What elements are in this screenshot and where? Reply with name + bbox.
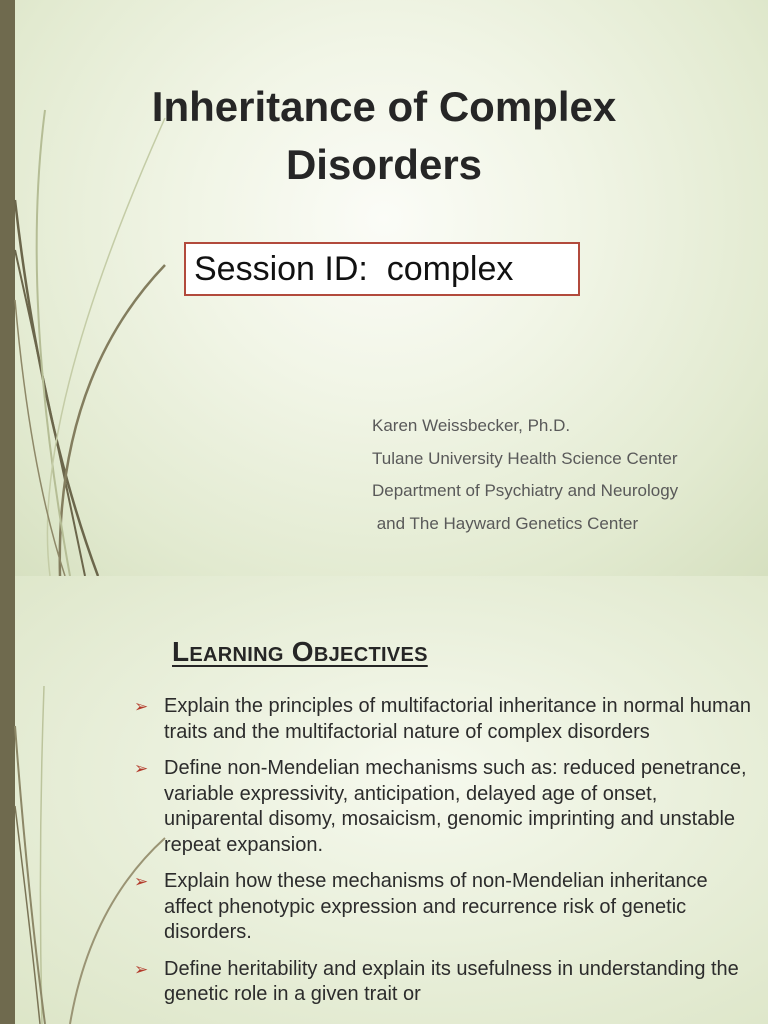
author-block — [372, 410, 762, 540]
objective-item — [132, 869, 752, 946]
objective-item — [132, 694, 752, 745]
objective-item — [132, 957, 752, 1008]
objectives-list — [132, 694, 752, 1019]
author-name: Karen Weissbecker, Ph.D. — [372, 416, 571, 435]
objective-text: Explain how these mechanisms of non-Mendelian inheritance affect phenotypic expression and recurrence risk of genetic disorders. — [164, 870, 708, 943]
arrow-bullet-icon: ➢ — [134, 759, 149, 778]
objective-text: Define heritability and explain its usefulness in understanding the genetic role in a given trait or — [164, 957, 739, 1005]
objective-text: Explain the principles of multifactorial inheritance in normal human traits and the multifactorial nature of complex disorders — [164, 695, 751, 743]
arrow-bullet-icon: ➢ — [134, 959, 149, 979]
author-center: and The Hayward Genetics Center — [372, 513, 639, 533]
objective-text: Define non-Mendelian mechanisms such as: reduced penetrance, variable expressivity, anticipation, delayed age of onset, uniparental disomy, mosaicism, genomic imprinting and unstable repeat expansion. — [164, 757, 747, 856]
objectives-heading: Learning Objectives — [172, 636, 428, 667]
session-id-box: Session ID: complex — [184, 242, 580, 296]
author-department: Department of Psychiatry and Neurology — [372, 481, 679, 500]
author-institution: Tulane University Health Science Center — [372, 448, 678, 468]
objective-item — [132, 756, 752, 858]
objectives-slide — [0, 576, 768, 1024]
arrow-bullet-icon: ➢ — [134, 872, 149, 891]
arrow-bullet-icon: ➢ — [134, 697, 149, 716]
slide-title: Inheritance of Complex Disorders — [151, 83, 617, 188]
